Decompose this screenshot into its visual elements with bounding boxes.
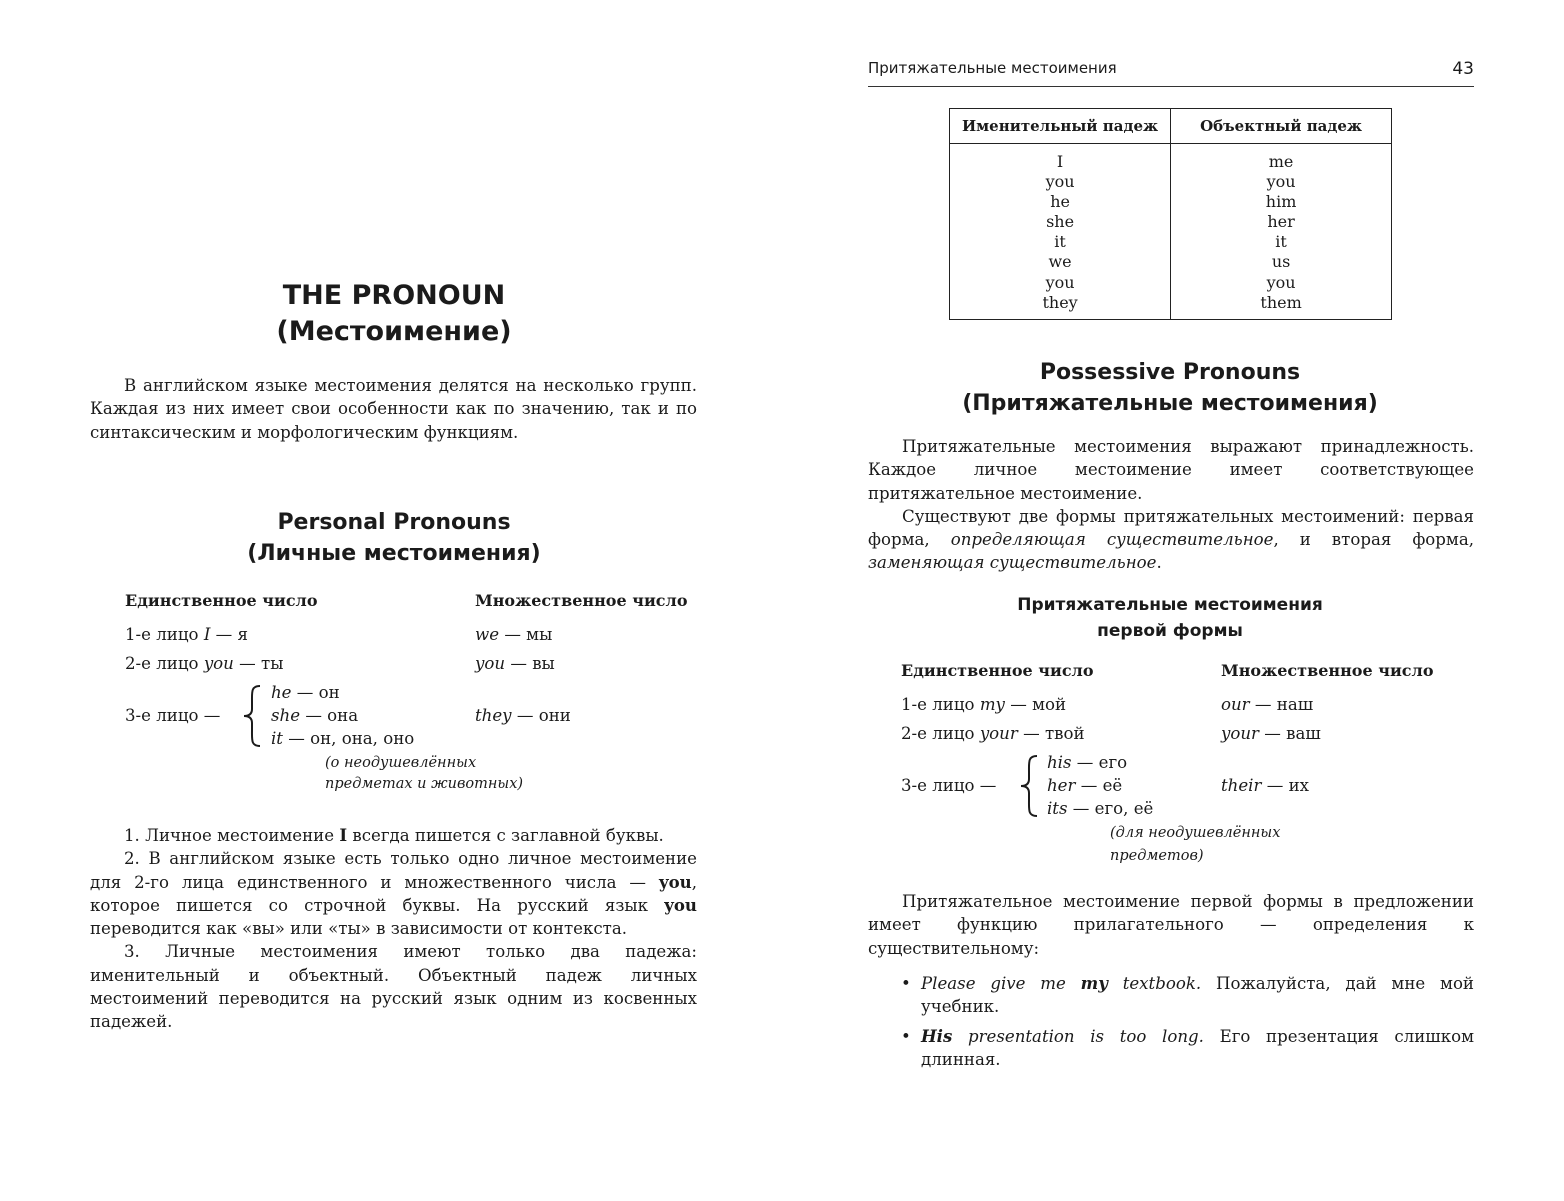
rule-text: 1. Личное местоимение [124, 826, 340, 845]
example-bold: His [921, 1025, 953, 1046]
example-en: presentation is too long. [952, 1026, 1204, 1046]
row-second-person-plural [1221, 724, 1321, 743]
table-cell: you [1045, 272, 1075, 292]
row-first-person-plural [1221, 695, 1313, 714]
pronoun-word: my [979, 695, 1005, 714]
subsection-title-1: Притяжательные местоимения [1017, 595, 1323, 615]
bullet-icon: • [901, 1026, 911, 1046]
rule-2 [90, 847, 697, 940]
table-cell: we [1048, 252, 1072, 272]
function-paragraph [868, 890, 1474, 960]
page-number: 43 [1452, 59, 1474, 79]
pronoun-word: he [271, 683, 292, 702]
possessive-intro [868, 435, 1474, 575]
running-head: Притяжательные местоимения [868, 59, 1117, 77]
table-cell: him [1265, 192, 1297, 212]
row-third-its [1047, 799, 1153, 818]
table-cell: it [1054, 232, 1066, 252]
row-second-person-singular [901, 724, 1085, 743]
para-text: . [1156, 553, 1162, 573]
pronoun-word: our [1221, 695, 1250, 714]
translation: — наш [1254, 695, 1314, 714]
list-item [901, 972, 1474, 1019]
table-cell: I [1056, 152, 1064, 171]
row-third-plural [1221, 776, 1309, 795]
plural-header: Множественное число [1221, 661, 1434, 680]
row-second-person-singular [125, 654, 283, 673]
translation: — он, она, оно [288, 729, 415, 748]
rule-bold: you [658, 871, 692, 892]
rule-3: 3. Личные местоимения имеют только два падежа: именительный и объектный. Объектный падеж личных местоимений переводится на русский язык одним из косвенных падежей. [90, 942, 697, 1032]
rule-bold: you [664, 894, 697, 915]
translation: — я [215, 625, 248, 644]
intro-p1: Притяжательные местоимения выражают принадлежность. Каждое личное местоимение имеет соответствующее притяжательное местоимение. [868, 437, 1474, 503]
translation: — его, её [1072, 799, 1154, 818]
example-ru: Его презентация слишком длинная. [921, 1026, 1474, 1069]
examples-list [901, 972, 1474, 1077]
table-cell: you [1045, 172, 1075, 192]
rule-text: , которое пишется со строчной буквы. На русский язык [90, 872, 697, 915]
translation: — его [1076, 753, 1128, 772]
translation: — её [1080, 776, 1123, 795]
translation: — вы [510, 654, 555, 673]
pronoun-word: their [1221, 776, 1262, 795]
subsection-title-2: первой формы [1097, 621, 1243, 641]
right-page [782, 0, 1564, 1201]
row-third-she [271, 706, 358, 725]
intro-paragraph [90, 374, 697, 444]
list-item [901, 1025, 1474, 1072]
pronoun-word: we [475, 625, 500, 644]
table-cell: she [1046, 212, 1075, 232]
person-label: 1-е лицо [125, 625, 199, 644]
plural-header: Множественное число [475, 591, 688, 610]
singular-header: Единственное число [125, 591, 318, 610]
person-label: 2-е лицо [901, 724, 975, 743]
nominative-column [950, 144, 1171, 320]
table-cell: he [1050, 192, 1070, 212]
objective-column [1171, 144, 1392, 320]
table-cell: it [1275, 232, 1287, 252]
rule-bold: I [339, 825, 348, 845]
example-ru: Пожалуйста, дай мне мой учебник. [921, 974, 1474, 1017]
note-line-2: предметах и животных) [325, 776, 524, 792]
pronoun-word: you [475, 654, 506, 673]
intro-text: В английском языке местоимения делятся на несколько групп. Каждая из них имеет свои особенности как по значению, так и по синтаксическим и морфологическим функциям. [90, 376, 697, 442]
table-cell: me [1268, 152, 1294, 171]
translation: — он [296, 683, 340, 702]
table-row [950, 144, 1392, 320]
row-first-person-plural [475, 625, 552, 644]
rule-text: всегда пишется с заглавной буквы. [347, 826, 664, 845]
curly-brace-icon [1018, 754, 1042, 818]
para-italic: определяющая существительное [950, 530, 1274, 550]
para-text: , и вторая форма, [1273, 530, 1474, 550]
section-title-en: Possessive Pronouns [1039, 360, 1301, 385]
translation: — ты [239, 654, 284, 673]
translation: — ваш [1264, 724, 1321, 743]
chapter-title-en: THE PRONOUN [282, 280, 506, 311]
rules-block [90, 824, 697, 1034]
note-line-1: (для неодушевлённых [1110, 825, 1281, 841]
row-third-his [1047, 753, 1127, 772]
pronoun-word: your [1221, 724, 1259, 743]
translation: — она [305, 706, 359, 725]
section-title-ru: (Личные местоимения) [247, 541, 541, 566]
note-line-2: предметов) [1110, 848, 1204, 864]
pronoun-word: his [1047, 753, 1072, 772]
intro-p2 [868, 505, 1474, 575]
rule-text: переводится как «вы» или «ты» в зависимости от контекста. [90, 919, 627, 939]
row-first-person-singular [901, 695, 1066, 714]
pronoun-word: you [203, 654, 234, 673]
translation: — мой [1010, 695, 1067, 714]
pronoun-word: her [1047, 776, 1076, 795]
pronoun-word: they [475, 706, 512, 725]
section-title-ru: (Притяжательные местоимения) [962, 391, 1378, 416]
row-third-her [1047, 776, 1122, 795]
pronoun-word: I [203, 625, 211, 644]
third-person-label: 3-е лицо — [125, 706, 221, 725]
note-line-1: (о неодушевлённых [325, 755, 477, 771]
person-label: 2-е лицо [125, 654, 199, 673]
translation: — твой [1023, 724, 1085, 743]
table-cell: her [1267, 212, 1295, 232]
person-label: 1-е лицо [901, 695, 975, 714]
table-cell: us [1271, 252, 1291, 272]
example-en: textbook. [1107, 974, 1202, 993]
table-cell: you [1266, 272, 1296, 292]
row-third-he [271, 683, 340, 702]
example-bold: my [1080, 973, 1108, 993]
table-header-objective: Объектный падеж [1171, 109, 1392, 144]
header-rule [868, 86, 1474, 87]
pronoun-word: your [979, 724, 1018, 743]
translation: — их [1266, 776, 1309, 795]
bullet-icon: • [901, 974, 911, 993]
table-cell: them [1260, 292, 1302, 312]
rule-text: 2. В английском языке есть только одно личное местоимение для 2-го лица единственного и множественного числа — [90, 849, 697, 892]
pronoun-word: its [1047, 799, 1068, 818]
para-italic: заменяющая существительное [868, 553, 1157, 573]
example-en: Please give me [921, 974, 1081, 993]
table-cell: they [1042, 292, 1078, 312]
table-header-nominative: Именительный падеж [950, 109, 1171, 144]
translation: — они [516, 706, 571, 725]
function-text: Притяжательное местоимение первой формы в предложении имеет функцию прилагательного — определения к существительному: [868, 892, 1474, 958]
third-person-label: 3-е лицо — [901, 776, 997, 795]
translation: — мы [504, 625, 553, 644]
para-text: Существуют две формы притяжательных местоимений: первая форма, [868, 506, 1474, 550]
chapter-title-ru: (Местоимение) [276, 316, 512, 347]
rule-1 [90, 824, 697, 847]
cases-table [949, 108, 1392, 320]
row-third-it [271, 729, 414, 748]
table-cell: you [1266, 172, 1296, 192]
singular-header: Единственное число [901, 661, 1094, 680]
curly-brace-icon [241, 684, 265, 748]
section-title-en: Personal Pronouns [277, 510, 511, 535]
table-header-row [950, 109, 1392, 144]
pronoun-word: it [271, 729, 283, 748]
pronoun-word: she [271, 706, 301, 725]
row-third-plural [475, 706, 571, 725]
row-first-person-singular [125, 625, 248, 644]
row-second-person-plural [475, 654, 555, 673]
